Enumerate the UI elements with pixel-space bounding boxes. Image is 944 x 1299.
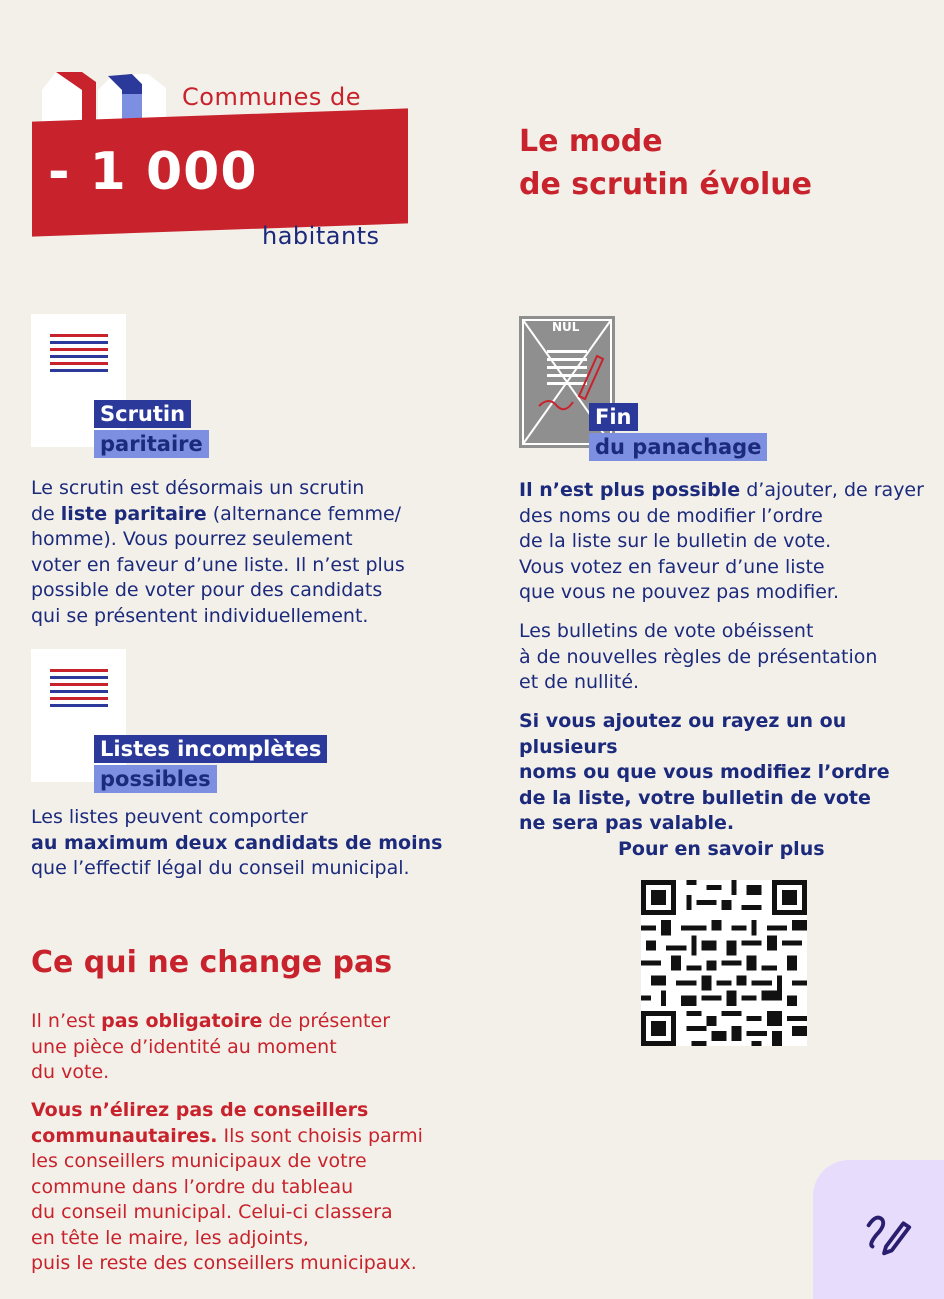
warning-text: Si vous ajoutez ou rayez un ou plusieurs noms ou que vous modifiez l’ordre de la liste, votre bulletin de vote ne sera pas valable. — [519, 710, 890, 834]
scrutin-tag-line2: paritaire — [94, 430, 209, 458]
listes-text: Les listes peuvent comporter au maximum deux candidats de moins que l’effectif légal du conseil municipal. — [31, 806, 443, 879]
page-title — [519, 120, 812, 206]
title-line-2: de scrutin évolue — [519, 167, 812, 202]
edit-button[interactable] — [813, 1160, 944, 1299]
scrutin-tag-line1: Scrutin — [94, 400, 191, 428]
unchanged-title: Ce qui ne change pas — [31, 945, 393, 980]
population-number: - 1 000 — [48, 142, 258, 202]
pen-edit-icon — [857, 1204, 915, 1262]
listes-tag-line1: Listes incomplètes — [94, 735, 327, 763]
learn-more-label: Pour en savoir plus — [618, 838, 825, 860]
panachage-tag-line2: du panachage — [589, 433, 767, 461]
ballot-lines-icon — [50, 334, 108, 376]
scrutin-text: Le scrutin est désormais un scrutin de liste paritaire (alternance femme/ homme). Vous pourrez seulement voter en faveur d’une liste. Il n’est plus possible de voter pour des candidats qui se présentent individuellement. — [31, 477, 405, 627]
bulletins-text: Les bulletins de vote obéissent à de nouvelles règles de présentation et de nullité. — [519, 620, 878, 693]
panachage-text: Il n’est plus possible d’ajouter, de rayer des noms ou de modifier l’ordre de la liste sur le bulletin de vote. Vous votez en faveur d’une liste que vous ne pouvez pas modifier. — [519, 479, 924, 603]
conseillers-text: Vous n’élirez pas de conseillers communautaires. Ils sont choisis parmi les conseillers municipaux de votre commune dans l’ordre du tableau du conseil municipal. Celui-ci classera en tête le maire, les adjoints, puis le reste des conseillers municipaux. — [31, 1099, 423, 1274]
identity-text: Il n’est pas obligatoire de présenter une pièce d’identité au moment du vote. — [31, 1010, 391, 1083]
qr-code-icon[interactable] — [641, 880, 807, 1046]
habitants-label: habitants — [262, 222, 380, 250]
panachage-tag-line1: Fin — [589, 403, 638, 431]
nul-label: NUL — [552, 320, 580, 334]
communes-de-label: Communes de — [182, 83, 362, 111]
listes-tag-line2: possibles — [94, 765, 217, 793]
title-line-1: Le mode — [519, 124, 663, 159]
ballot-lines-icon — [50, 669, 108, 711]
